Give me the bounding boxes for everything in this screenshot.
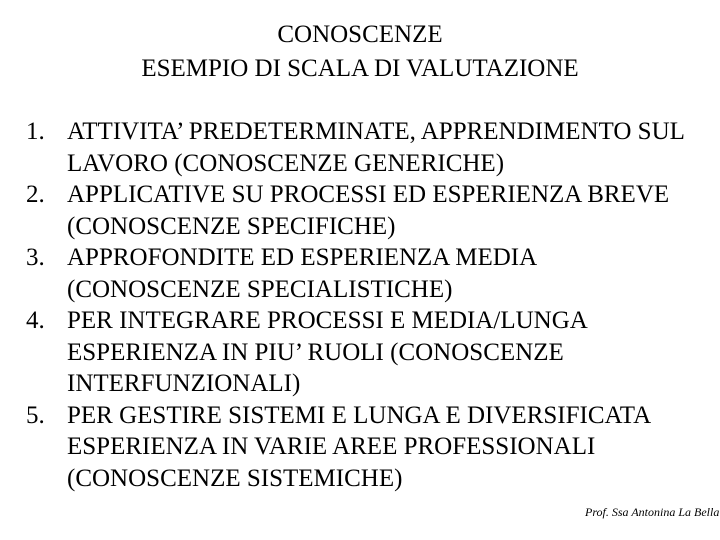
list-item-text: APPROFONDITE ED ESPERIENZA MEDIA (CONOSCENZE SPECIALISTICHE) (67, 244, 536, 303)
list-item-text: APPLICATIVE SU PROCESSI ED ESPERIENZA BREVE (CONOSCENZE SPECIFICHE) (67, 181, 670, 240)
list-item-text: PER INTEGRARE PROCESSI E MEDIA/LUNGA ESPERIENZA IN PIU’ RUOLI (CONOSCENZE INTERFUNZIONALI) (67, 307, 587, 397)
list-item-number: 4. (26, 307, 45, 334)
list-item-number: 5. (26, 401, 45, 429)
list-item-text: PER GESTIRE SISTEMI E LUNGA E DIVERSIFICATA ESPERIENZA IN VARIE AREE PROFESSIONALI (CONOSCENZE SISTEMICHE) (67, 401, 650, 492)
list-item-text: ATTIVITA’ PREDETERMINATE, APPRENDIMENTO SUL LAVORO (CONOSCENZE GENERICHE) (67, 118, 684, 177)
title-line-1: CONOSCENZE (277, 21, 443, 48)
title-line-2: ESEMPIO DI SCALA DI VALUTAZIONE (141, 55, 579, 82)
evaluation-scale-list (22, 116, 702, 494)
slide-title (0, 18, 720, 86)
list-item-number: 1. (26, 118, 45, 145)
list-item (22, 400, 702, 495)
list-item (22, 179, 702, 242)
list-item (22, 305, 702, 400)
author-credit: Prof. Ssa Antonina La Bella (585, 505, 720, 519)
list-item-number: 3. (26, 244, 45, 271)
list-item (22, 116, 702, 179)
list-item (22, 242, 702, 305)
list-item-number: 2. (26, 181, 45, 208)
